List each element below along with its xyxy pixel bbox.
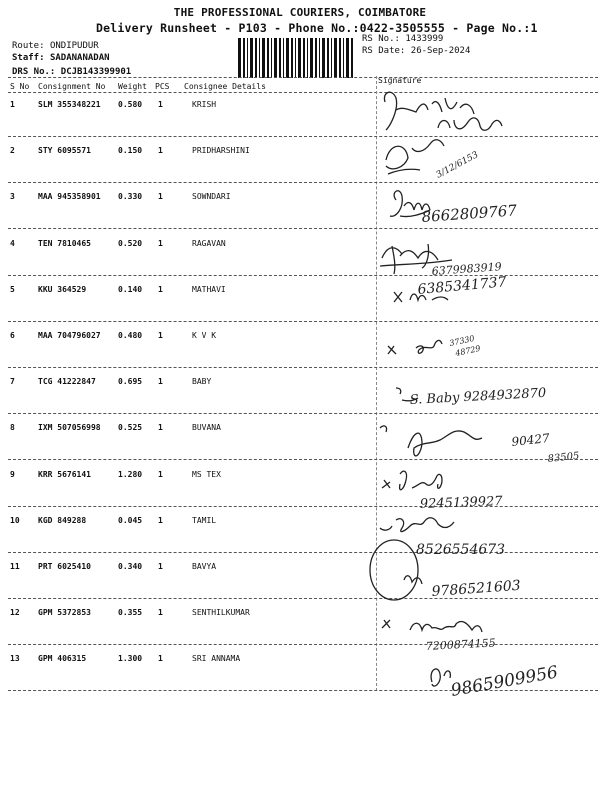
col-sno: S No: [10, 82, 30, 91]
row-consignee: BUVANA: [192, 423, 221, 433]
row-consignment-no: KGD 849288: [38, 515, 87, 525]
row-pcs: 1: [158, 146, 163, 156]
row-sno: 12: [10, 608, 20, 618]
phone-13: 9865909956: [449, 662, 560, 701]
signature-13: [431, 662, 560, 701]
row-consignee: SRI ANNAMA: [192, 654, 241, 664]
row-consignment-no: KKU 364529: [38, 284, 87, 294]
row-consignment-no: MAA 704796027: [38, 331, 101, 340]
rs-no-label: RS No.:: [362, 34, 400, 44]
row-pcs: 1: [158, 100, 163, 109]
row-sno: 4: [10, 238, 15, 248]
phone-4: 6379983919: [431, 260, 503, 278]
company-title: THE PROFESSIONAL COURIERS, COIMBATORE: [173, 6, 427, 19]
row-pcs: 1: [158, 423, 163, 433]
rs-no-value: 1433999: [405, 34, 444, 44]
row-sno: 10: [10, 515, 20, 525]
row-consignment-no: GPM 5372853: [38, 608, 91, 618]
row-consignment-no: GPM 406315: [38, 654, 87, 664]
row-pcs: 1: [158, 192, 163, 202]
row-sno: 9: [10, 469, 15, 479]
route-label: Route:: [12, 41, 45, 51]
signature-1: [384, 92, 502, 130]
row-pcs: 1: [158, 331, 163, 340]
row-consignee: MS TEX: [192, 469, 221, 479]
route-value: ONDIPUDUR: [49, 41, 99, 51]
svg-text:48729: 48729: [454, 343, 482, 358]
row-pcs: 1: [158, 654, 163, 664]
row-weight: 0.580: [118, 100, 143, 109]
row-consignee: K V K: [192, 331, 217, 340]
signature-3: [390, 191, 518, 226]
row-pcs: 1: [158, 608, 163, 618]
row-weight: 0.340: [118, 562, 143, 571]
drs-label: DRS No.:: [12, 67, 56, 77]
svg-text:90427: 90427: [510, 431, 551, 449]
col-signature: Signature: [378, 76, 422, 85]
row-weight: 0.330: [118, 192, 143, 202]
row-consignment-no: TCG 41222847: [38, 377, 96, 387]
row-weight: 1.300: [118, 654, 143, 664]
row-weight: 0.140: [118, 284, 143, 294]
row-consignee: SENTHILKUMAR: [192, 608, 250, 618]
runsheet-subtitle: Delivery Runsheet - P103 - Phone No.:0422-3505555 - Page No.:1: [96, 21, 538, 35]
row-consignment-no: STY 6095571: [38, 146, 91, 156]
signature-7: [396, 386, 547, 408]
row-weight: 0.355: [118, 608, 143, 618]
svg-text:3/12/6153: 3/12/6153: [434, 150, 481, 181]
signature-4: [380, 244, 502, 278]
col-pcs: PCS: [155, 82, 170, 91]
col-consignment: Consignment No: [38, 82, 106, 91]
row-sno: 11: [10, 562, 20, 571]
row-consignment-no: SLM 355348221: [38, 100, 101, 109]
svg-text:83505: 83505: [547, 450, 580, 465]
row-sno: 5: [10, 284, 15, 294]
row-consignee: BAVYA: [192, 562, 217, 571]
col-consignee: Consignee Details: [184, 82, 266, 91]
row-weight: 1.280: [118, 469, 143, 479]
row-consignee: SOWNDARI: [192, 192, 231, 202]
row-weight: 0.480: [118, 331, 143, 340]
phone-3: 8662809767: [421, 201, 518, 226]
staff-label: Staff:: [12, 53, 45, 63]
row-consignment-no: MAA 945358901: [38, 192, 101, 202]
col-weight: Weight: [118, 82, 147, 91]
row-weight: 0.695: [118, 377, 143, 387]
row-consignee: KRISH: [192, 100, 217, 109]
row-sno: 6: [10, 331, 15, 340]
row-consignment-no: PRT 6025410: [38, 562, 91, 571]
row-consignee: RAGAVAN: [192, 238, 226, 248]
row-pcs: 1: [158, 562, 163, 571]
phone-5: 6385341737: [416, 274, 508, 298]
row-consignment-no: IXM 507056998: [38, 423, 101, 433]
row-sno: 13: [10, 654, 20, 664]
row-consignee: TAMIL: [192, 515, 217, 525]
rs-date-label: RS Date:: [362, 46, 406, 56]
phone-10: 8526554673: [416, 542, 506, 558]
row-consignee: MATHAVI: [192, 284, 226, 294]
row-sno: 3: [10, 192, 15, 202]
row-sno: 2: [10, 146, 15, 156]
row-weight: 0.150: [118, 146, 143, 156]
signature-8: [380, 426, 580, 465]
signature-12: [382, 620, 496, 653]
row-weight: 0.045: [118, 515, 143, 525]
row-consignment-no: TEN 7810465: [38, 238, 91, 248]
handwritten-baby-note: S. Baby 9284932870: [409, 385, 547, 408]
svg-text:37330: 37330: [448, 333, 476, 348]
drs-value: DCJB143399901: [60, 67, 132, 77]
phone-12: 7200874155: [425, 636, 497, 653]
row-pcs: 1: [158, 515, 163, 525]
signature-5: [394, 274, 507, 302]
signature-6: [388, 334, 481, 358]
row-sno: 1: [10, 100, 15, 109]
rs-date-value: 26-Sep-2024: [410, 46, 471, 56]
row-weight: 0.520: [118, 238, 143, 248]
row-pcs: 1: [158, 238, 163, 248]
row-pcs: 1: [158, 377, 163, 387]
signature-10: [380, 518, 505, 558]
signature-2: [386, 140, 480, 181]
row-weight: 0.525: [118, 423, 143, 433]
row-consignee: BABY: [192, 377, 212, 387]
row-consignment-no: KRR 5676141: [38, 469, 91, 479]
phone-9: 9245139927: [419, 494, 503, 512]
row-pcs: 1: [158, 469, 163, 479]
row-sno: 7: [10, 377, 15, 387]
row-consignee: PRIDHARSHINI: [192, 146, 250, 156]
staff-value: SADANANADAN: [49, 53, 110, 63]
row-sno: 8: [10, 423, 15, 433]
row-pcs: 1: [158, 284, 163, 294]
signature-9: [382, 471, 504, 512]
phone-11: 9786521603: [431, 577, 522, 600]
